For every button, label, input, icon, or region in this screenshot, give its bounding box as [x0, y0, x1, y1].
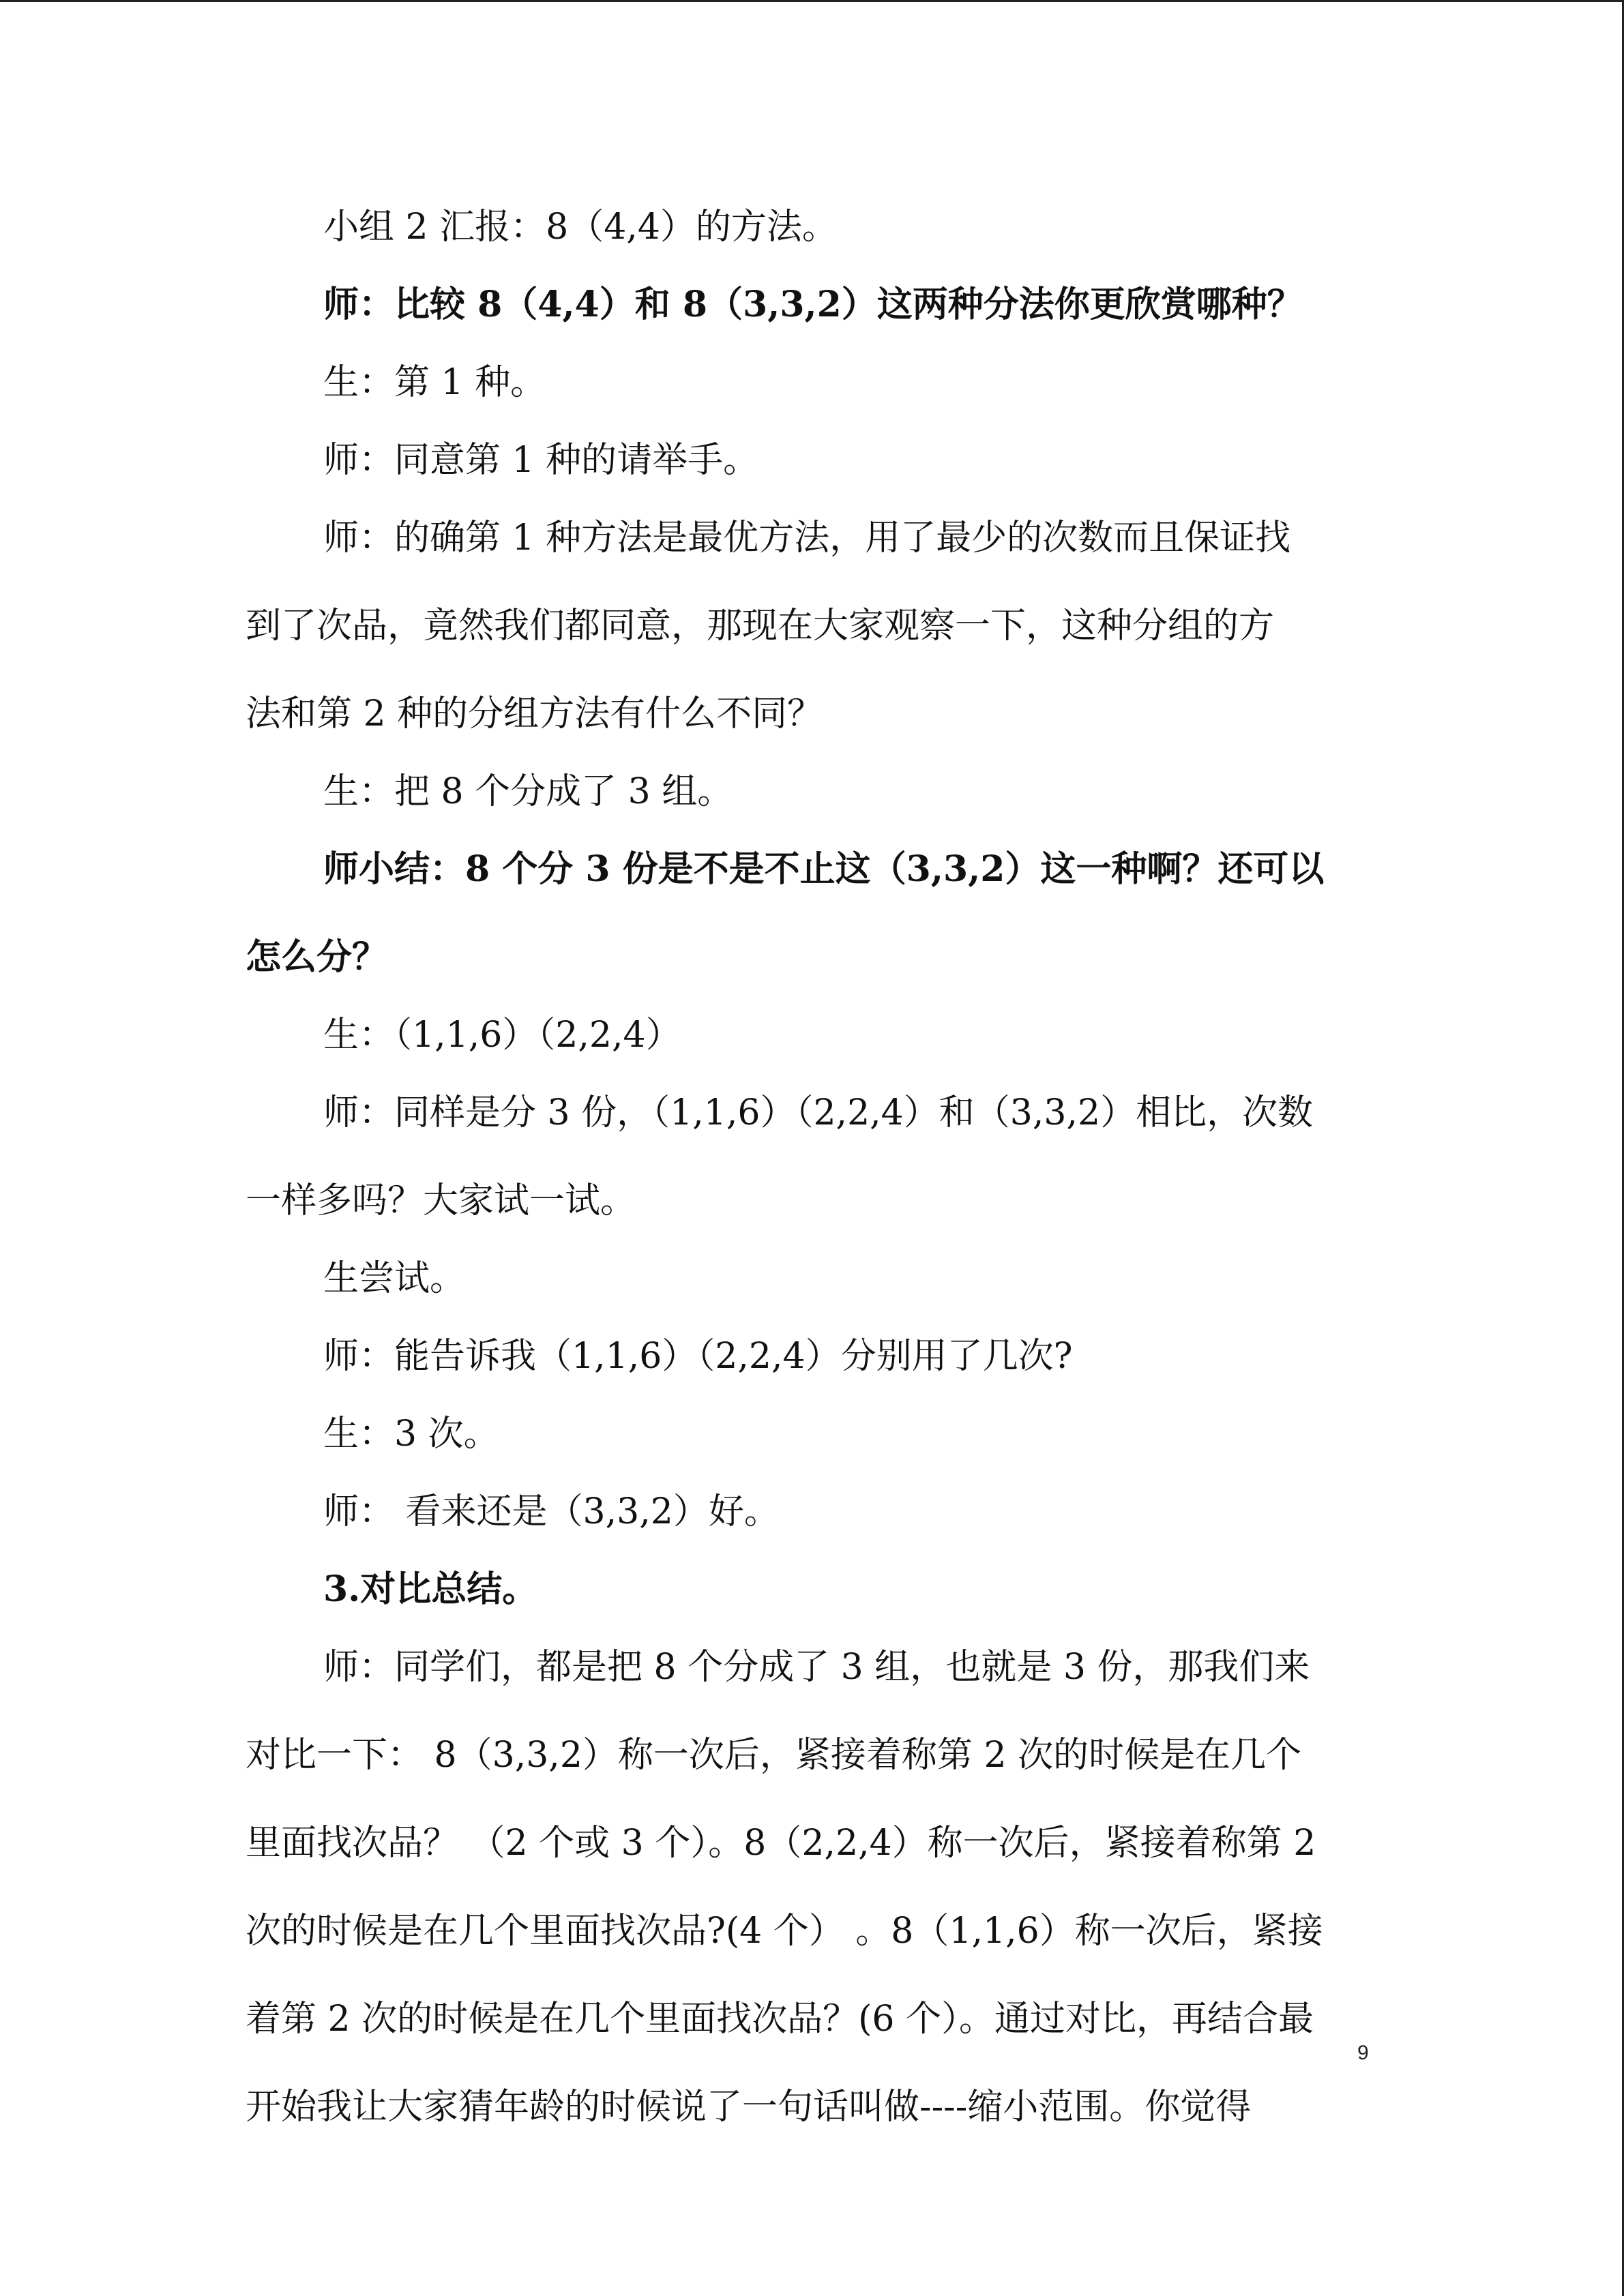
text-line: 怎么分？: [246, 936, 388, 978]
text-line: 生尝试。: [323, 1258, 466, 1299]
paragraph: [246, 770, 1379, 814]
text-line: 生：把 8 个分成了 3 组。: [323, 771, 733, 812]
paragraph: [246, 1257, 1379, 1300]
text-line: 师：同样是分 3 份，（1,1,6）（2,2,4）和（3,3,2）相比，次数: [323, 1092, 1314, 1133]
page-number: 9: [1357, 2042, 1369, 2064]
text-line: 次的时候是在几个里面找次品?(4 个） 。8（1,1,6）称一次后，紧接: [246, 1911, 1323, 1952]
text-line: 师：的确第 1 种方法是最优方法，用了最少的次数而且保证找: [323, 518, 1291, 558]
paragraph: [246, 1091, 1379, 1223]
text-line: 师小结：8 个分 3 份是不是不止这（3,3,2）这一种啊？还可以: [323, 848, 1325, 890]
text-line: 生：第 1 种。: [323, 362, 546, 403]
paragraph: [246, 848, 1379, 979]
text-line: 师：能告诉我（1,1,6）（2,2,4）分别用了几次?: [323, 1336, 1073, 1377]
paragraph: [246, 1568, 1379, 1611]
paragraph: [246, 205, 1379, 249]
paragraph: [246, 1335, 1379, 1378]
text-line: 小组 2 汇报：8（4,4）的方法。: [323, 207, 838, 248]
paragraph: [246, 1013, 1379, 1057]
text-line: 师：比较 8（4,4）和 8（3,3,2）这两种分法你更欣赏哪种？: [323, 284, 1303, 325]
paragraph: [246, 283, 1379, 327]
paragraph: [246, 438, 1379, 482]
text-line: 师：同意第 1 种的请举手。: [323, 440, 759, 481]
text-line: 里面找次品？ （2 个或 3 个）。8（2,2,4）称一次后，紧接着称第 2: [246, 1823, 1316, 1864]
text-line: 着第 2 次的时候是在几个里面找次品？(6 个）。通过对比，再结合最: [246, 1999, 1314, 2040]
paragraph: [246, 516, 1379, 736]
text-line: 法和第 2 种的分组方法有什么不同？: [246, 694, 823, 734]
document-body: [246, 205, 1379, 2163]
paragraph: [246, 1490, 1379, 1534]
text-line: 对比一下： 8（3,3,2）称一次后，紧接着称第 2 次的时候是在几个: [246, 1735, 1302, 1776]
paragraph: [246, 1645, 1379, 2129]
text-line: 开始我让大家猜年龄的时候说了一句话叫做----缩小范围。你觉得: [246, 2087, 1252, 2128]
text-line: 一样多吗？大家试一试。: [246, 1180, 636, 1221]
paragraph: [246, 361, 1379, 404]
text-line: 生：3 次。: [323, 1414, 499, 1455]
text-line: 师： 看来还是（3,3,2）好。: [323, 1491, 780, 1532]
text-line: 到了次品，竟然我们都同意，那现在大家观察一下，这种分组的方: [246, 606, 1275, 646]
paragraph: [246, 1412, 1379, 1456]
text-line: 师：同学们，都是把 8 个分成了 3 组，也就是 3 份，那我们来: [323, 1647, 1310, 1688]
text-line: 生：（1,1,6）（2,2,4）: [323, 1015, 681, 1056]
text-line: 3.对比总结。: [323, 1568, 538, 1610]
